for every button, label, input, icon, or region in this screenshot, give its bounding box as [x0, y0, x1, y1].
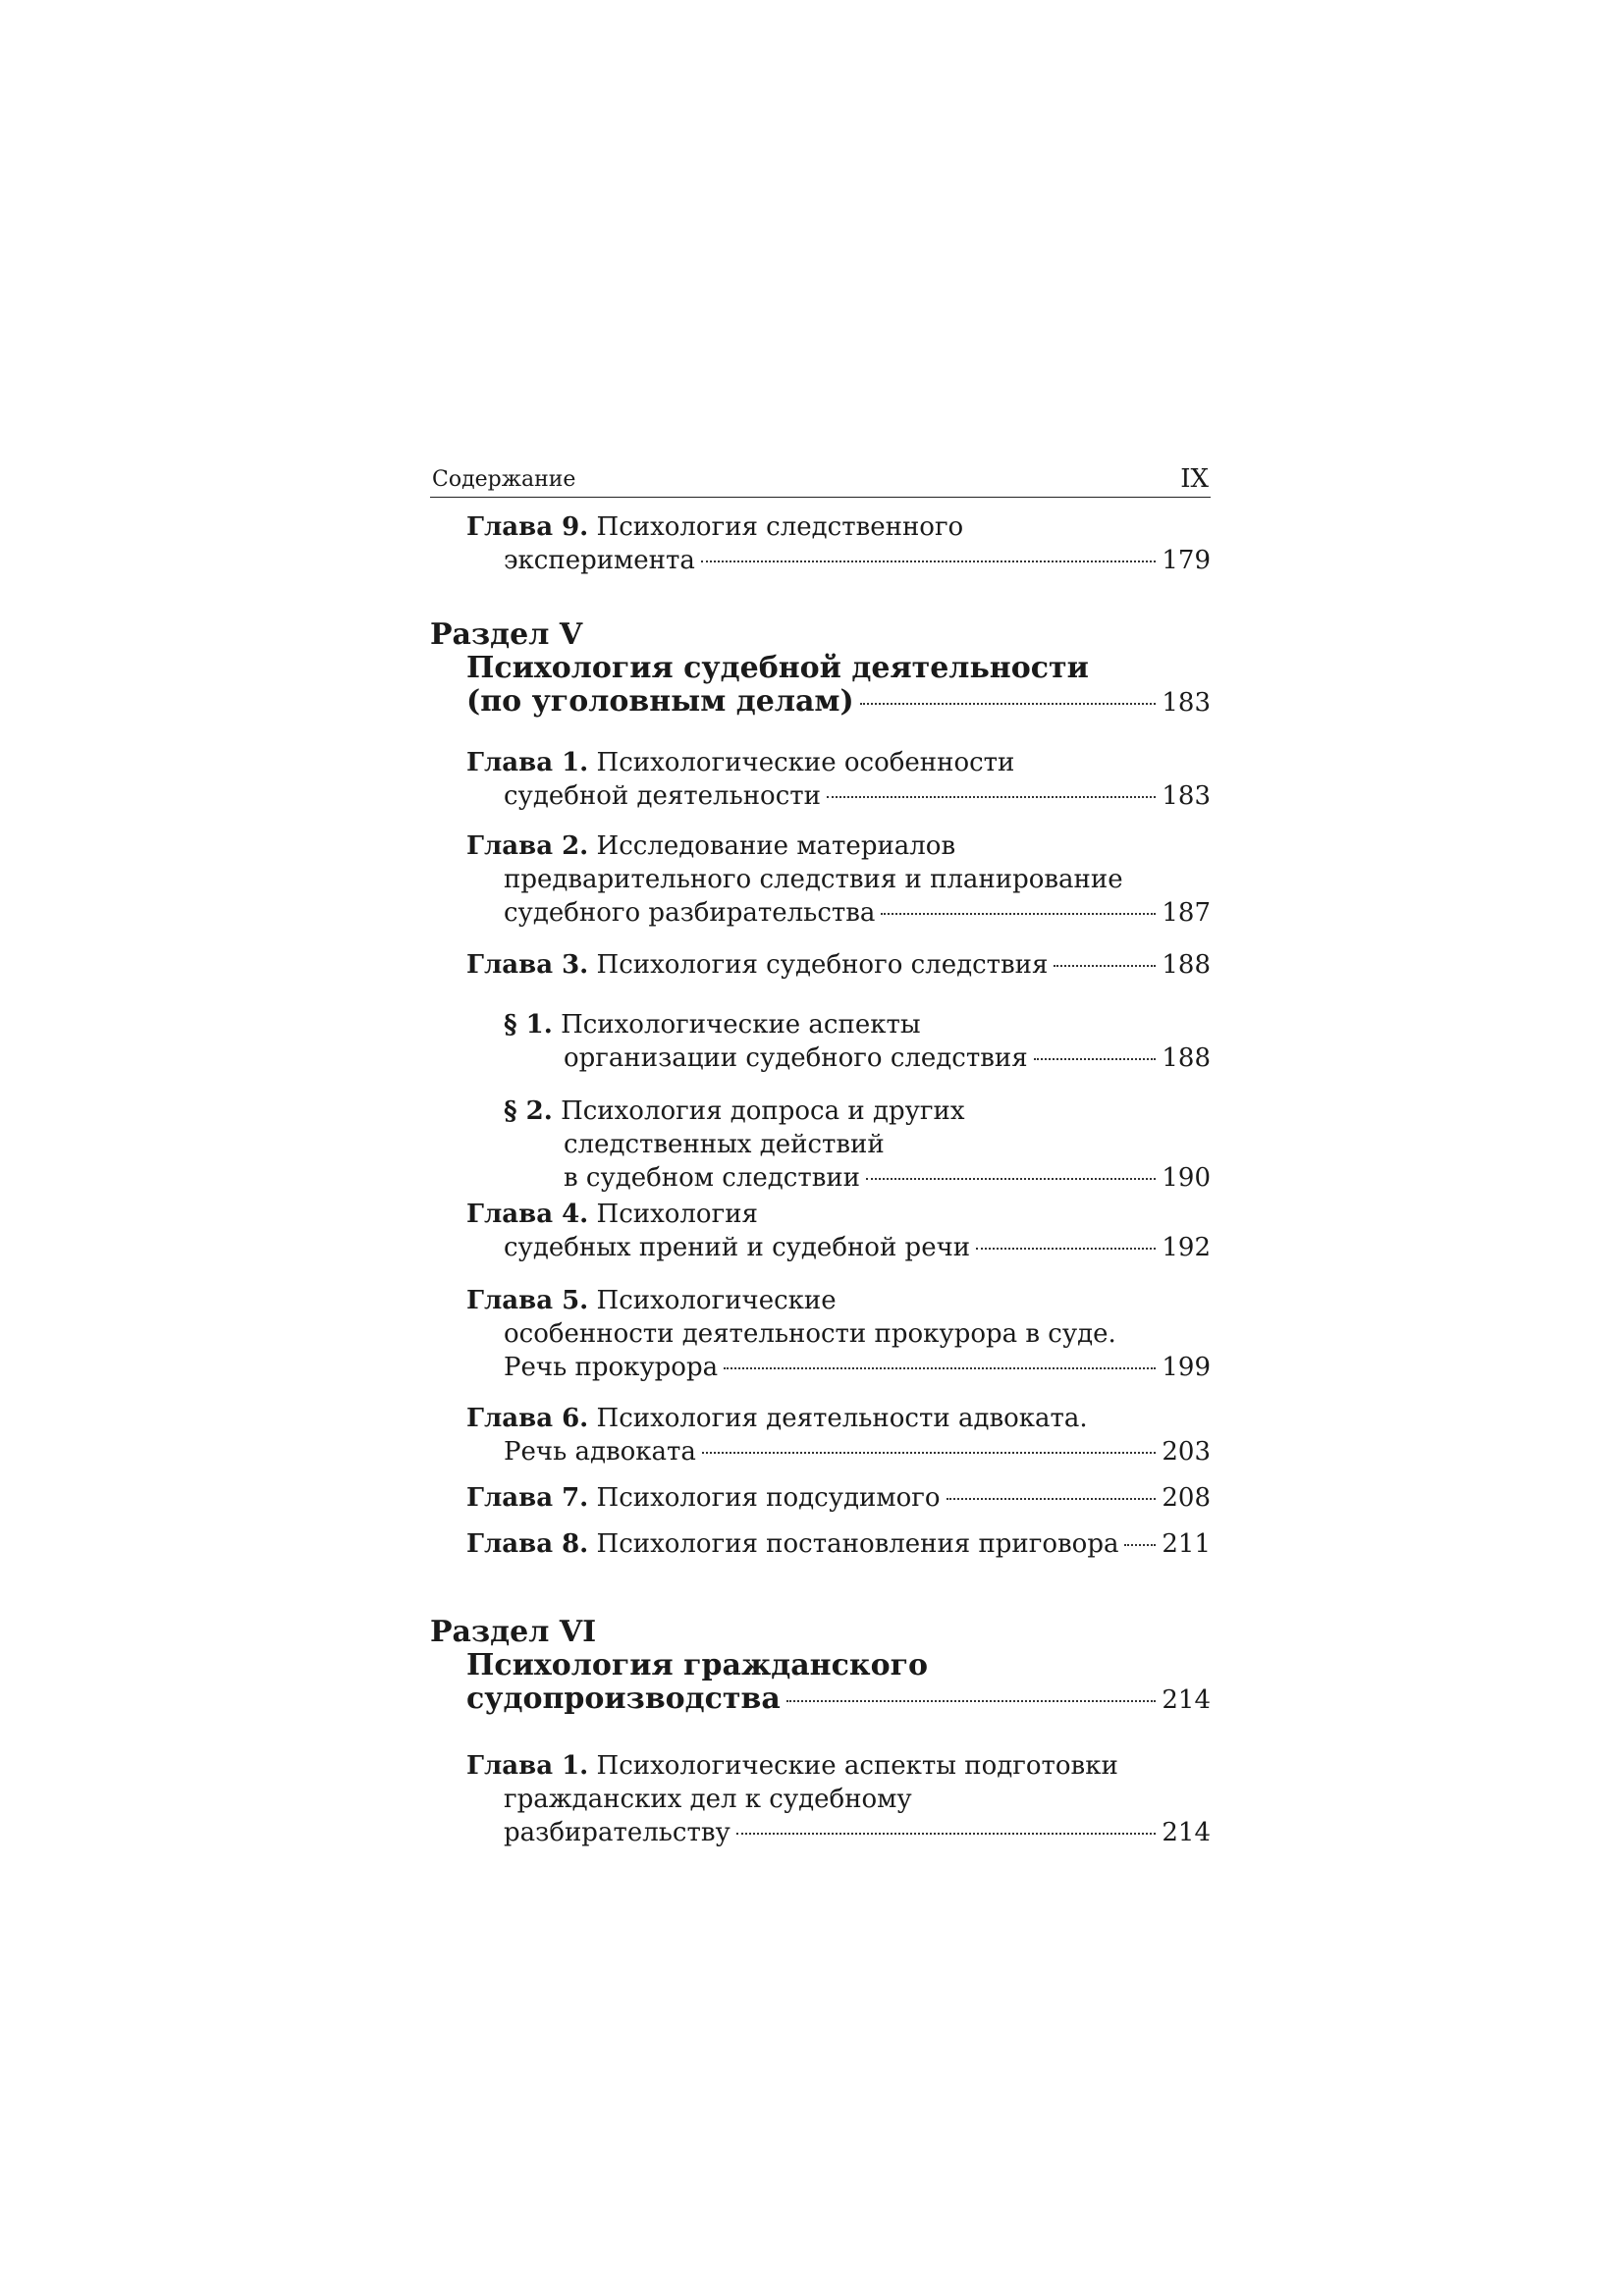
toc-entry-p6-ch1-line1 [466, 1749, 1211, 1783]
leader-dots [701, 561, 1156, 562]
chapter-label: Глава 2. [466, 831, 589, 861]
toc-entry-p5-ch3[interactable] [466, 948, 1211, 982]
part-5-title-line1: Психология судебной деятельности [466, 651, 1089, 685]
toc-entry-p5-ch6-line1 [466, 1402, 1211, 1435]
chapter-label: Глава 7. [466, 1483, 589, 1513]
entry-text: эксперимента [504, 546, 695, 575]
page-number: 203 [1162, 1437, 1211, 1467]
entry-text: Психология подсудимого [596, 1483, 941, 1513]
part-5-label: Раздел V [430, 617, 583, 652]
leader-dots [827, 796, 1156, 798]
entry-text: Психология допроса и других [561, 1096, 965, 1126]
toc-entry-p5-s2-line2 [564, 1128, 1211, 1161]
toc-entry-p5-ch5-line2 [504, 1317, 1211, 1351]
leader-dots [702, 1452, 1156, 1454]
page-number: 179 [1162, 546, 1211, 575]
chapter-label: Глава 6. [466, 1404, 589, 1433]
toc-entry-p5-ch6-line2[interactable] [504, 1435, 1211, 1468]
leader-dots [1054, 965, 1156, 967]
part-6-label: Раздел VI [430, 1615, 597, 1649]
chapter-label: Глава 3. [466, 950, 589, 980]
toc-entry-p5-ch2-line3[interactable] [504, 896, 1211, 930]
page-number: 214 [1162, 1685, 1211, 1715]
running-head-title: Содержание [432, 467, 576, 492]
toc-entry-p5-ch5-line3[interactable] [504, 1351, 1211, 1384]
entry-text: предварительного следствия и планирование [504, 865, 1123, 894]
toc-entry-p5-s2-line1 [504, 1095, 1211, 1128]
page-number: 188 [1162, 950, 1211, 980]
toc-entry-p5-ch5-line1 [466, 1284, 1211, 1317]
leader-dots [866, 1178, 1156, 1180]
entry-text: организации судебного следствия [564, 1043, 1028, 1073]
toc-entry-p5-ch1-line1 [466, 746, 1211, 779]
chapter-label: Глава 1. [466, 748, 589, 777]
part-6-title-line1: Психология гражданского [466, 1648, 928, 1682]
entry-text: разбирательству [504, 1818, 730, 1847]
page-number: 208 [1162, 1483, 1211, 1513]
toc-page [430, 461, 1211, 1847]
entry-text: Психология деятельности адвоката. [596, 1404, 1088, 1433]
toc-entry-p5-s1-line2[interactable] [564, 1041, 1211, 1075]
entry-text: в судебном следствии [564, 1163, 860, 1193]
running-head-page-number: IX [1180, 464, 1209, 494]
toc-entry-p5-ch4-line2[interactable] [504, 1231, 1211, 1264]
chapter-label: Глава 4. [466, 1200, 589, 1229]
entry-text: Психологические аспекты подготовки [596, 1751, 1118, 1781]
entry-text: Исследование материалов [596, 831, 956, 861]
entry-text: судебной деятельности [504, 781, 821, 811]
page-number: 192 [1162, 1233, 1211, 1262]
toc-entry-ch9-line2[interactable] [504, 544, 1211, 577]
entry-text: (по уголовным делам) [466, 684, 854, 719]
page-number: 188 [1162, 1043, 1211, 1073]
running-head [430, 461, 1211, 498]
entry-text: следственных действий [564, 1130, 885, 1159]
entry-text: особенности деятельности прокурора в суде. [504, 1319, 1116, 1349]
toc-entry-p5-s1-line1 [504, 1008, 1211, 1041]
part-5-title-line2[interactable] [466, 685, 1211, 719]
toc-entry-p5-ch2-line2 [504, 863, 1211, 896]
toc-entry-p6-ch1-line2 [504, 1783, 1211, 1816]
entry-text: Психологические особенности [596, 748, 1015, 777]
entry-text: Психология следственного [596, 512, 964, 542]
toc-entry-p5-ch7[interactable] [466, 1481, 1211, 1515]
chapter-label: Глава 1. [466, 1751, 589, 1781]
entry-text: Речь прокурора [504, 1353, 719, 1382]
leader-dots [1124, 1544, 1156, 1546]
leader-dots [976, 1248, 1156, 1250]
entry-text: судебного разбирательства [504, 898, 876, 928]
leader-dots [724, 1367, 1156, 1369]
chapter-label: Глава 9. [466, 512, 589, 542]
section-label: § 2. [504, 1096, 553, 1126]
entry-text: гражданских дел к судебному [504, 1785, 912, 1814]
toc-entry-p5-ch1-line2[interactable] [504, 779, 1211, 813]
toc-entry-ch9-line1 [466, 510, 1211, 544]
toc-entry-p5-ch8[interactable] [466, 1527, 1211, 1561]
entry-text: Психологические [596, 1286, 837, 1315]
page-number: 183 [1162, 688, 1211, 718]
page-number: 190 [1162, 1163, 1211, 1193]
section-label: § 1. [504, 1010, 553, 1040]
entry-text: судебных прений и судебной речи [504, 1233, 971, 1262]
chapter-label: Глава 8. [466, 1529, 589, 1559]
entry-text: Психология постановления приговора [596, 1529, 1119, 1559]
entry-text: судопроизводства [466, 1682, 781, 1716]
chapter-label: Глава 5. [466, 1286, 589, 1315]
page-number: 199 [1162, 1353, 1211, 1382]
page-number: 211 [1162, 1529, 1211, 1559]
entry-text: Речь адвоката [504, 1437, 696, 1467]
page-number: 214 [1162, 1818, 1211, 1847]
toc-entry-p5-ch4-line1 [466, 1198, 1211, 1231]
leader-dots [736, 1833, 1157, 1835]
leader-dots [1034, 1058, 1157, 1060]
leader-dots [881, 913, 1156, 915]
leader-dots [860, 703, 1157, 705]
page-number: 187 [1162, 898, 1211, 928]
entry-text: Психология судебного следствия [596, 950, 1049, 980]
leader-dots [947, 1498, 1157, 1500]
toc-entry-p5-s2-line3[interactable] [564, 1161, 1211, 1195]
leader-dots [786, 1700, 1157, 1702]
entry-text: Психология [596, 1200, 758, 1229]
part-6-title-line2[interactable] [466, 1682, 1211, 1716]
entry-text: Психологические аспекты [561, 1010, 921, 1040]
toc-entry-p5-ch2-line1 [466, 829, 1211, 863]
toc-entry-p6-ch1-line3[interactable] [504, 1816, 1211, 1849]
page-number: 183 [1162, 781, 1211, 811]
